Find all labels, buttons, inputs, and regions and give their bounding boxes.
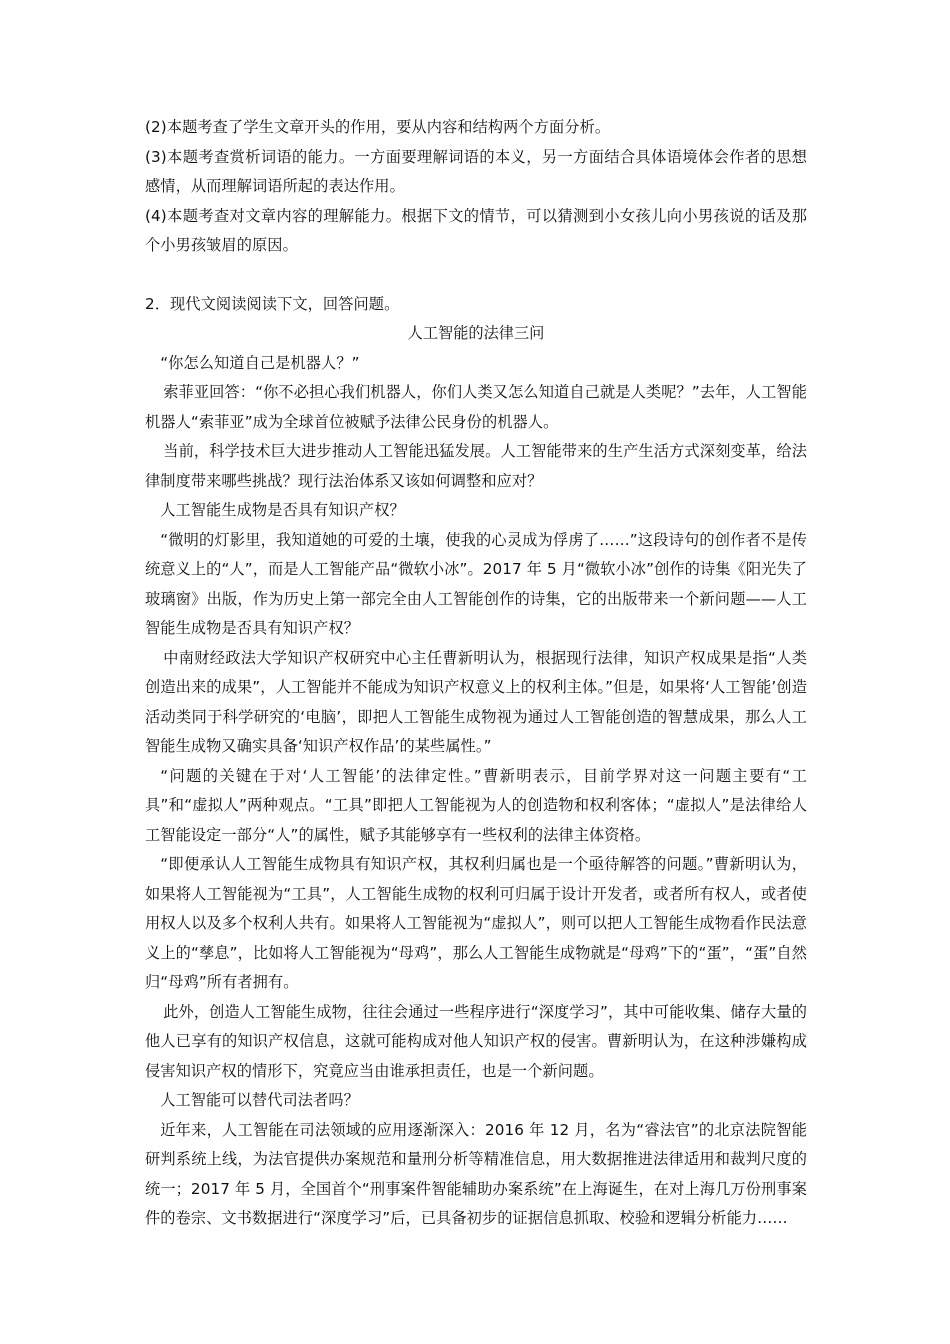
- analysis-item-2: (2)本题考查了学生文章开头的作用，要从内容和结构两个方面分析。: [145, 118, 611, 136]
- article-paragraph: 索菲亚回答：“你不必担心我们机器人，你们人类又怎么知道自己就是人类呢？”去年，人工智能机器人“索菲亚”成为全球首位被赋予法律公民身份的机器人。: [145, 383, 807, 431]
- analysis-item-4: (4)本题考查对文章内容的理解能力。根据下文的情节，可以猜测到小女孩儿向小男孩说的话及那个小男孩皱眉的原因。: [145, 206, 807, 254]
- article-paragraph: “问题的关键在于对‘人工智能’的法律定性。”曹新明表示，目前学界对这一问题主要有“工具”和“虚拟人”两种观点。“工具”即把人工智能视为人的创造物和权利客体；“虚拟人”是法律给人工智能设定一部分“人”的属性，赋予其能够享有一些权利的法律主体资格。: [145, 766, 807, 844]
- analysis-item-3: (3)本题考查赏析词语的能力。一方面要理解词语的本义，另一方面结合具体语境体会作者的思想感情，从而理解词语所起的表达作用。: [145, 147, 807, 195]
- article-paragraph: 当前，科学技术巨大进步推动人工智能迅猛发展。人工智能带来的生产生活方式深刻变革，给法律制度带来哪些挑战？现行法治体系又该如何调整和应对？: [145, 442, 807, 490]
- section-heading: 人工智能可以替代司法者吗？: [160, 1091, 359, 1109]
- spacer: [145, 261, 807, 290]
- article-paragraph: 中南财经政法大学知识产权研究中心主任曹新明认为，根据现行法律，知识产权成果是指“人类创造出来的成果”，人工智能并不能成为知识产权意义上的权利主体。”但是，如果将‘人工智能’创造活动类同于科学研究的‘电脑’，即把人工智能生成物视为通过人工智能创造的智慧成果，那么人工智能生成物又确实具备‘知识产权作品’的某些属性。”: [145, 648, 807, 755]
- article-paragraph: 近年来，人工智能在司法领域的应用逐渐深入：2016 年 12 月，名为“睿法官”的北京法院智能研判系统上线，为法官提供办案规范和量刑分析等精准信息，用大数据推进法律适用和裁判尺度的统一；2017 年 5 月，全国首个“刑事案件智能辅助办案系统”在上海诞生，在对上海几万份刑事案件的卷宗、文书数据进行“深度学习”后，已具备初步的证据信息抓取、校验和逻辑分析能力……: [145, 1120, 807, 1227]
- section-heading: 人工智能生成物是否具有知识产权？: [160, 501, 405, 519]
- article-paragraph: “即便承认人工智能生成物具有知识产权，其权利归属也是一个亟待解答的问题。”曹新明认为，如果将人工智能视为“工具”，人工智能生成物的权利可归属于设计开发者，或者所有权人，或者使用权人以及多个权利人共有。如果将人工智能视为“虚拟人”，则可以把人工智能生成物看作民法意义上的“孳息”，比如将人工智能视为“母鸡”，那么人工智能生成物就是“母鸡”下的“蛋”，“蛋”自然归“母鸡”所有者拥有。: [145, 855, 807, 991]
- article-paragraph: 此外，创造人工智能生成物，往往会通过一些程序进行“深度学习”，其中可能收集、储存大量的他人已享有的知识产权信息，这就可能构成对他人知识产权的侵害。曹新明认为，在这种涉嫌构成侵害知识产权的情形下，究竟应当由谁承担责任，也是一个新问题。: [145, 1002, 807, 1080]
- article-title: 人工智能的法律三问: [407, 324, 545, 342]
- article-paragraph: “你怎么知道自己是机器人？”: [160, 353, 360, 372]
- document-page: [145, 113, 807, 1234]
- article-paragraph: “微明的灯影里，我知道她的可爱的土壤，使我的心灵成为俘虏了……”这段诗句的创作者不是传统意义上的“人”，而是人工智能产品“微软小冰”。2017 年 5 月“微软小冰”创作的诗集《阳光失了玻璃窗》出版，作为历史上第一部完全由人工智能创作的诗集，它的出版带来一个新问题——人工智能生成物是否具有知识产权？: [145, 530, 807, 637]
- question-stem: 2．现代文阅读阅读下文，回答问题。: [145, 294, 400, 313]
